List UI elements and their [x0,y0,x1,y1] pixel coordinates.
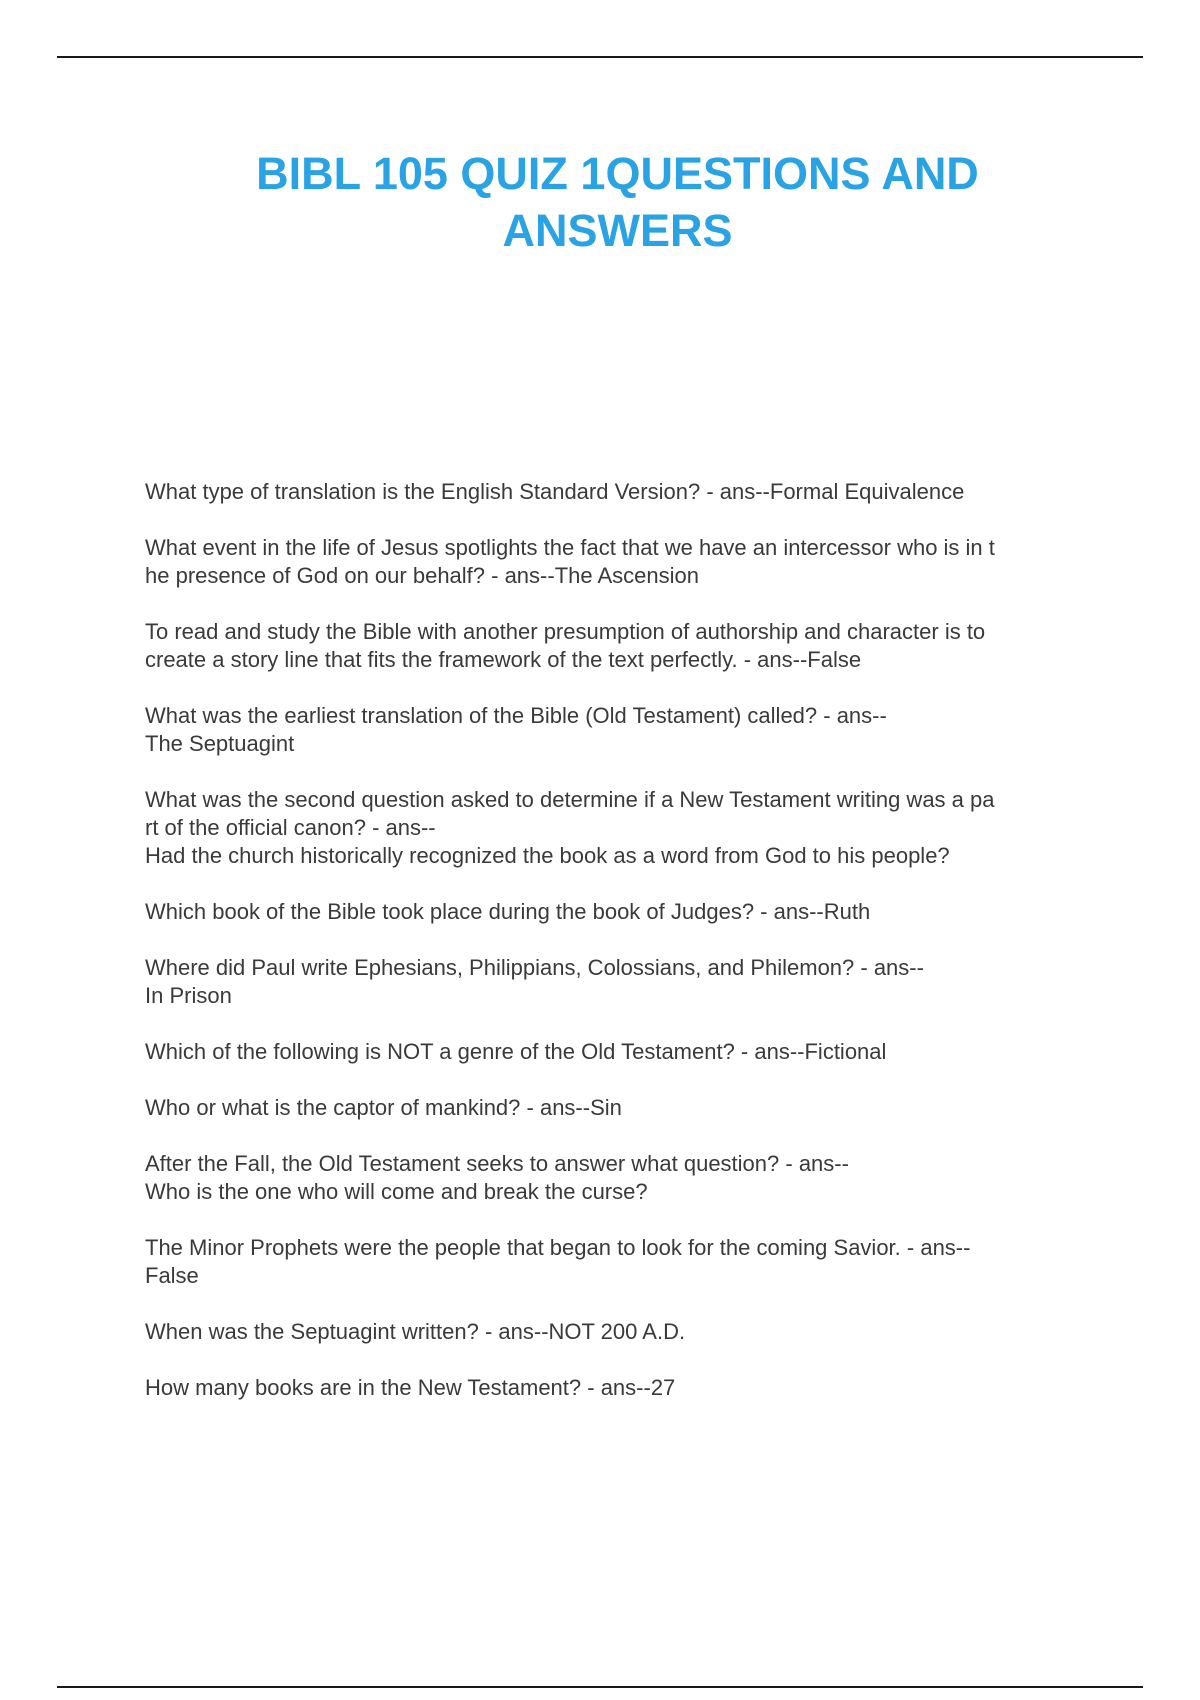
bottom-rule [57,1686,1143,1688]
title-line-2: ANSWERS [502,205,733,256]
qa-item: The Minor Prophets were the people that began to look for the coming Savior. - ans-- False [145,1235,971,1288]
qa-item: What was the second question asked to determine if a New Testament writing was a pa rt of the official canon? - ans-- Had the church historically recognized the book as a word from God to his people? [145,787,995,868]
qa-item: What type of translation is the English Standard Version? - ans--Formal Equivalence [145,479,965,504]
qa-item: Which book of the Bible took place during the book of Judges? - ans--Ruth [145,899,871,924]
qa-item: How many books are in the New Testament? - ans--27 [145,1375,676,1400]
qa-item: What was the earliest translation of the Bible (Old Testament) called? - ans-- The Septuagint [145,703,887,756]
qa-item: After the Fall, the Old Testament seeks to answer what question? - ans-- Who is the one who will come and break the curse? [145,1151,849,1204]
qa-item: When was the Septuagint written? - ans--NOT 200 A.D. [145,1319,686,1344]
qa-item: Which of the following is NOT a genre of the Old Testament? - ans--Fictional [145,1039,887,1064]
top-rule [57,56,1143,58]
qa-item: Where did Paul write Ephesians, Philippians, Colossians, and Philemon? - ans-- In Prison [145,955,924,1008]
qa-item: What event in the life of Jesus spotlights the fact that we have an intercessor who is in t he presence of God on our behalf? - ans--The Ascension [145,535,995,588]
qa-item: To read and study the Bible with another presumption of authorship and character is to create a story line that fits the framework of the text perfectly. - ans--False [145,619,986,672]
title-line-1: BIBL 105 QUIZ 1QUESTIONS AND [256,148,979,199]
qa-list [145,478,1095,1430]
document-title [150,145,1085,259]
qa-item: Who or what is the captor of mankind? - ans--Sin [145,1095,622,1120]
